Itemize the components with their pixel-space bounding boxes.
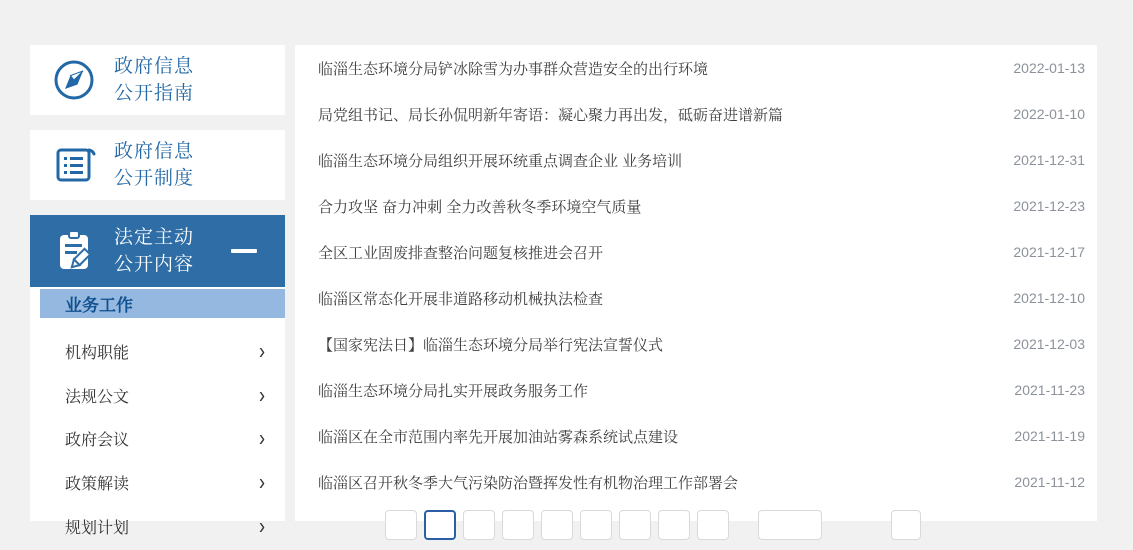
submenu-item-business-work-active[interactable] <box>40 289 285 318</box>
news-title[interactable]: 【国家宪法日】临淄生态环境分局举行宪法宣誓仪式 <box>318 336 664 354</box>
page-button-last[interactable] <box>891 510 921 540</box>
submenu-item-label: 政策解读 <box>65 476 130 493</box>
clipboard-pencil-icon <box>50 227 98 275</box>
news-row[interactable] <box>295 413 1097 459</box>
submenu-item-label: 政府会议 <box>65 432 130 449</box>
news-title[interactable]: 临淄生态环境分局扎实开展政务服务工作 <box>318 382 589 400</box>
news-date: 2022-01-13 <box>1013 60 1085 76</box>
page-button[interactable] <box>541 510 573 540</box>
chevron-right-icon: › <box>259 337 265 364</box>
submenu-item-policy-interpretation[interactable] <box>30 461 285 504</box>
submenu-item-label: 规划计划 <box>65 520 130 537</box>
sidebar-item-statutory-disclosure[interactable] <box>30 215 285 287</box>
news-title[interactable]: 全区工业固废排查整治问题复核推进会召开 <box>318 244 604 262</box>
submenu-item-gov-meetings[interactable] <box>30 417 285 460</box>
news-date: 2021-11-19 <box>1014 428 1085 444</box>
news-date: 2021-12-10 <box>1013 290 1085 306</box>
news-row[interactable] <box>295 183 1097 229</box>
news-date: 2022-01-10 <box>1013 106 1085 122</box>
news-row[interactable] <box>295 275 1097 321</box>
submenu-item-label: 法规公文 <box>65 389 130 406</box>
news-title[interactable]: 合力攻坚 奋力冲刺 全力改善秋冬季环境空气质量 <box>318 198 642 216</box>
news-row[interactable] <box>295 137 1097 183</box>
news-title[interactable]: 局党组书记、局长孙侃明新年寄语：凝心聚力再出发，砥砺奋进谱新篇 <box>318 106 784 124</box>
page-button[interactable] <box>502 510 534 540</box>
news-title[interactable]: 临淄生态环境分局铲冰除雪为办事群众营造安全的出行环境 <box>318 60 709 78</box>
chevron-right-icon: › <box>259 424 265 451</box>
news-row[interactable] <box>295 229 1097 275</box>
chevron-right-icon: › <box>259 512 265 539</box>
news-title[interactable]: 临淄生态环境分局组织开展环统重点调查企业 业务培训 <box>318 152 683 170</box>
news-title[interactable]: 临淄区常态化开展非道路移动机械执法检查 <box>318 290 604 308</box>
pagination <box>385 510 928 550</box>
page-button[interactable] <box>463 510 495 540</box>
news-row[interactable] <box>295 321 1097 367</box>
submenu-item-org-functions[interactable] <box>30 330 285 373</box>
sidebar-item-gov-info-guide[interactable] <box>30 45 285 115</box>
news-list-panel <box>295 45 1097 521</box>
collapse-minus-icon[interactable] <box>231 249 257 253</box>
sidebar-item-gov-info-system[interactable] <box>30 130 285 200</box>
news-date: 2021-12-31 <box>1013 152 1085 168</box>
chevron-right-icon: › <box>259 381 265 408</box>
news-date: 2021-11-23 <box>1014 382 1085 398</box>
page-button[interactable] <box>697 510 729 540</box>
news-date: 2021-12-03 <box>1013 336 1085 352</box>
news-date: 2021-11-12 <box>1014 474 1085 490</box>
chevron-right-icon: › <box>259 468 265 495</box>
submenu-item-regulations[interactable] <box>30 374 285 417</box>
submenu-item-planning[interactable] <box>30 505 285 548</box>
page-button[interactable] <box>580 510 612 540</box>
page-button[interactable] <box>619 510 651 540</box>
page-button[interactable] <box>385 510 417 540</box>
news-title[interactable]: 临淄区召开秋冬季大气污染防治暨挥发性有机物治理工作部署会 <box>318 474 739 492</box>
news-title[interactable]: 临淄区在全市范围内率先开展加油站雾森系统试点建设 <box>318 428 679 446</box>
page-button-current[interactable] <box>424 510 456 540</box>
page-button-wide[interactable] <box>758 510 822 540</box>
page-button[interactable] <box>658 510 690 540</box>
sidebar-item-label: 法定主动 公开内容 <box>114 227 195 275</box>
news-date: 2021-12-17 <box>1013 244 1085 260</box>
news-row[interactable] <box>295 45 1097 91</box>
document-list-icon <box>50 141 98 189</box>
sidebar-item-label: 政府信息 公开制度 <box>114 141 195 189</box>
news-row[interactable] <box>295 459 1097 505</box>
submenu-active-label: 业务工作 <box>65 296 133 315</box>
news-date: 2021-12-23 <box>1013 198 1085 214</box>
submenu-item-label: 机构职能 <box>65 345 130 362</box>
compass-icon <box>50 56 98 104</box>
news-row[interactable] <box>295 91 1097 137</box>
sidebar-item-label: 政府信息 公开指南 <box>114 56 195 104</box>
news-row[interactable] <box>295 367 1097 413</box>
sidebar-submenu <box>30 287 285 539</box>
